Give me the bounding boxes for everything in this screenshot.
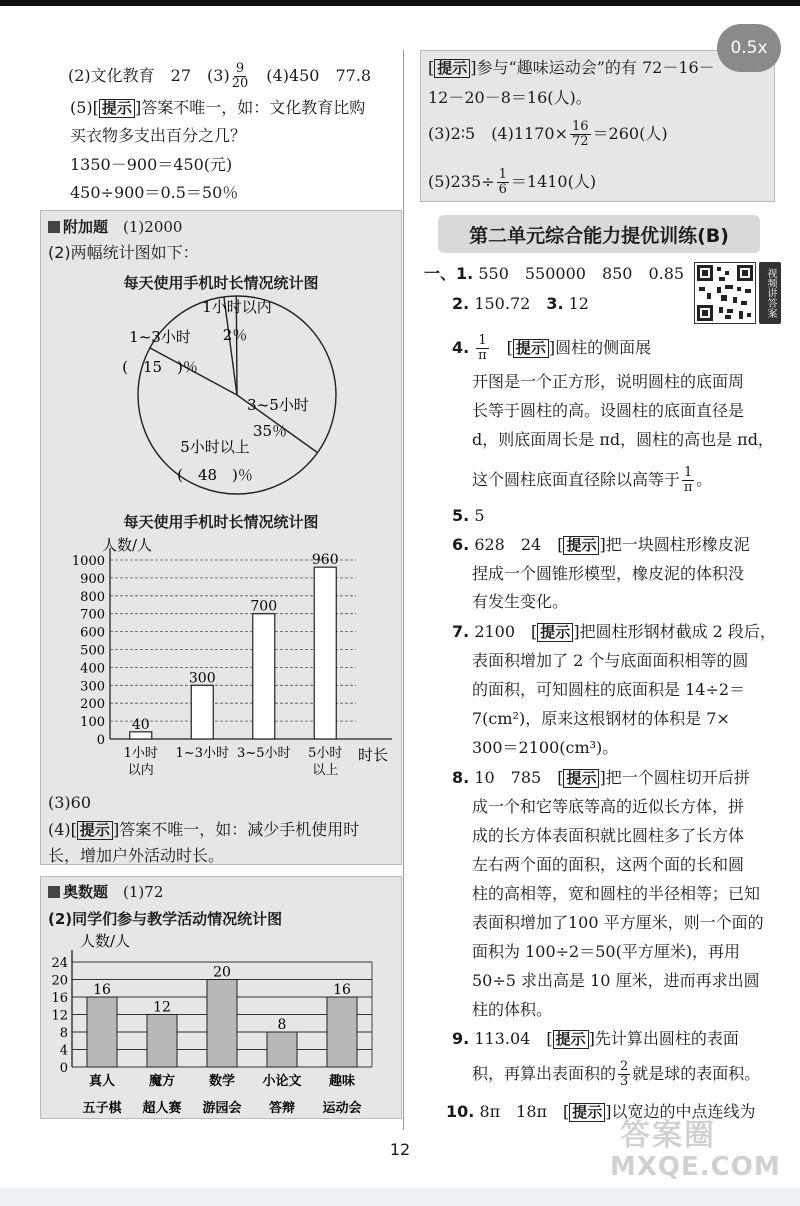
bar-value-label: 700 [250,598,278,615]
y-tick-label: 600 [80,625,105,641]
watermark-logo: 答案圈 [620,1118,716,1153]
q7-line-2: 表面积增加了 2 个与底面面积相等的圆 [472,651,749,670]
q7-line-3: 的面积，可知圆柱的底面积是 14÷2＝ [472,680,746,699]
pie-value-1-3h: ( 15 )％ [122,358,198,376]
q7-line: 7. 2100 [ 提示 ]把圆柱形钢材截成 2 段后， [452,622,776,641]
bar-value-label: 12 [153,999,171,1016]
pie-label-over-5h: 5小时以上 [180,438,250,456]
x-tick-label: 魔方 [148,1074,176,1089]
q2-q3-line: 2. 150.72 3. 12 [452,294,589,313]
y-tick-label: 16 [51,991,68,1006]
fraction: $\frac{1}{\pi}$ [478,333,487,363]
pie-chart [40,290,402,500]
bar [267,1032,297,1067]
bar [191,685,213,739]
zoom-badge[interactable]: 0.5x [717,24,781,72]
q5-line: 5. 5 [452,506,485,525]
y-tick-label: 200 [80,697,105,713]
x-tick-label: 真人 [88,1074,116,1089]
x-tick-label: 超人赛 [142,1101,182,1116]
y-tick-label: 0 [96,733,105,748]
bar-chart-1-xlabel: 时长 [358,746,389,764]
pie-value-over-5h: ( 48 )％ [177,466,253,484]
y-tick-label: 0 [59,1061,68,1076]
x-tick-label: 数学 [208,1074,236,1089]
fraction: $\frac{16}{72}$ [571,119,589,149]
x-tick-label: 小论文 [262,1074,302,1089]
fraction: $\frac{1}{6}$ [498,167,507,197]
q6-line: 6. 628 24 [ 提示 ]把一块圆柱形橡皮泥 [452,535,750,554]
x-tick-label: 1~3小时 [175,746,229,761]
y-tick-label: 1000 [71,554,105,569]
y-tick-label: 4 [59,1043,68,1059]
q7-line-4: 7(cm²)，原来这根钢材的体积是 7× [472,709,730,728]
pie-value-3-5h: 35％ [252,422,288,440]
tip-label: 提示 [569,1103,605,1122]
extra-q4: (4)[ 提示 ]答案不唯一，如：减少手机使用时 [48,820,360,839]
x-tick-label: 5小时 [308,746,343,761]
q6-line-3: 有发生变化。 [472,592,569,611]
tip-label: 提示 [513,339,549,358]
q8-line-4: 左右两个面的面积，这两个面的长和圆 [472,855,745,874]
q7-line-5: 300＝2100(cm³)。 [472,738,619,757]
bar [207,980,237,1068]
y-tick-label: 500 [80,643,105,659]
q4-line-4: d，则底面周长是 πd，圆柱的高也是 πd， [472,430,774,449]
y-tick-label: 20 [51,973,68,989]
right-top-line-4: (5)235÷ $\frac{1}{6}$ ＝1410(人) [428,167,597,197]
y-tick-label: 100 [80,715,105,731]
q9-line-2: 积，再算出表面积的 $\frac{2}{3}$ 就是球的表面积。 [472,1059,761,1089]
bar-value-label: 40 [131,716,150,733]
x-tick-label: 1小时 [123,746,158,761]
olympiad-q2: (2)同学们参与教学活动情况统计图 [48,910,283,928]
fraction: $\frac{9}{20}$ [231,61,249,91]
bar-chart-1 [40,530,402,790]
q8-line-3: 成的长方体表面积就比圆柱多了长方体 [472,826,745,845]
bar [147,1015,177,1068]
x-tick-label: 答辩 [268,1101,296,1116]
tip-label: 提示 [99,99,135,118]
q8-line-2: 成一个和它等底等高的近似长方体，拼 [472,797,745,816]
pie-chart-title: 每天使用手机时长情况统计图 [123,274,319,292]
tip-label: 提示 [77,821,113,840]
bar [87,997,117,1067]
panel-icon [48,221,60,233]
video-answer-label[interactable]: 视频讲答案 [759,262,781,324]
pie-label-1-3h: 1~3小时 [129,328,191,346]
bar-chart-1-ylabel: 人数/人 [102,536,153,554]
left-line-1: (2)文化教育 27 (3) $\frac{9}{20}$ (4)450 77.8 [68,61,372,91]
q8-line-5: 柱的高相等，宽和圆柱的半径相等；已知 [472,884,761,903]
panel-icon [48,886,60,898]
bar-chart-2-ylabel: 人数/人 [80,932,131,950]
q8-line-7: 面积为 100÷2＝50(平方厘米)，再用 [472,942,741,961]
top-border [0,0,800,6]
bar-value-label: 20 [213,964,231,981]
tip-label: 提示 [537,623,573,642]
x-tick-label: 趣味 [328,1074,356,1089]
qr-code-icon [695,263,755,323]
y-tick-label: 800 [80,589,105,605]
y-tick-label: 300 [80,679,105,695]
y-tick-label: 700 [80,607,105,623]
tip-label: 提示 [563,536,599,555]
right-top-line-3: (3)2∶5 (4)1170× $\frac{16}{72}$ ＝260(人) [428,119,668,149]
unit-title: 第二单元综合能力提优训练(B) [438,215,760,253]
q10-line: 10. 8π 18π [ 提示 ]以宽边的中点连线为 [446,1102,756,1121]
extra-question-heading: 附加题 (1)2000 [48,216,182,237]
right-top-line-1: [ 提示 ]参与“趣味运动会”的有 72－16－ [428,58,715,77]
q8-line-9: 柱的体积。 [472,1000,553,1019]
left-line-4: 1350－900＝450(元) [70,155,233,174]
x-tick-label: 游园会 [202,1101,242,1116]
bar [130,732,152,739]
pie-value-under-1h: 2％ [222,326,248,344]
q9-line: 9. 113.04 [ 提示 ]先计算出圆柱的表面 [452,1029,739,1048]
bar-chart-1-title: 每天使用手机时长情况统计图 [123,513,319,531]
left-line-2: (5)[ 提示 ]答案不唯一，如：文化教育比购 [70,98,366,117]
q8-line: 8. 10 785 [ 提示 ]把一个圆柱切开后拼 [452,768,750,787]
qr-code[interactable] [694,262,756,324]
y-tick-label: 24 [51,956,68,971]
bar [253,614,275,739]
right-top-line-2: 12－20－8＝16(人)。 [428,88,592,107]
bar-chart-2 [40,930,402,1120]
extra-q2: (2)两幅统计图如下： [48,243,199,262]
page-number: 12 [389,1140,411,1159]
bar-value-label: 8 [277,1017,287,1033]
x-tick-label: 3~5小时 [237,746,291,761]
extra-q3: (3)60 [48,793,92,812]
x-tick-label: 运动会 [322,1101,362,1116]
bar-value-label: 300 [188,670,216,687]
y-tick-label: 12 [51,1008,68,1024]
pie-label-3-5h: 3~5小时 [247,396,309,414]
left-line-5: 450÷900＝0.5＝50％ [70,183,239,202]
pie-label-under-1h: 1小时以内 [202,298,272,316]
bottom-strip [0,1188,800,1206]
column-divider [403,50,404,1130]
q6-line-2: 捏成一个圆锥形模型，橡皮泥的体积没 [472,564,745,583]
fraction: $\frac{1}{\pi}$ [683,465,693,495]
tip-label: 提示 [563,769,599,788]
bar-value-label: 16 [333,982,351,998]
q1-line: 一、1. 550 550000 850 0.85 [424,264,685,283]
tip-label: 提示 [434,59,470,78]
q8-line-6: 表面积增加了100 平方厘米，则一个面的 [472,913,764,932]
bar [327,997,357,1067]
extra-q4-line-2: 长，增加户外活动时长。 [48,846,225,865]
olympiad-heading: 奥数题 (1)72 [48,881,163,902]
y-tick-label: 900 [80,571,105,587]
q4-line-3: 长等于圆柱的高。设圆柱的底面直径是 [472,401,745,420]
bar-value-label: 16 [93,982,111,998]
q4-line: 4. $\frac{1}{\pi}$ [ 提示 ]圆柱的侧面展 [452,333,652,363]
q4-line-5: 这个圆柱底面直径除以高等于 $\frac{1}{\pi}$ 。 [472,465,713,495]
x-tick-label: 以上 [312,763,339,778]
y-tick-label: 400 [80,661,105,677]
tip-label: 提示 [553,1030,589,1049]
q4-line-2: 开图是一个正方形，说明圆柱的底面周 [472,372,745,391]
q8-line-8: 50÷5 求出高是 10 厘米，进而再求出圆 [472,971,760,990]
y-tick-label: 8 [59,1026,68,1041]
left-line-3: 买衣物多支出百分之几？ [70,126,247,145]
fraction: $\frac{2}{3}$ [620,1059,629,1089]
x-tick-label: 五子棋 [82,1101,122,1116]
bar [314,567,336,739]
watermark-url: MXQE.COM [610,1152,781,1182]
x-tick-label: 以内 [127,763,154,778]
bar-value-label: 960 [311,552,339,569]
